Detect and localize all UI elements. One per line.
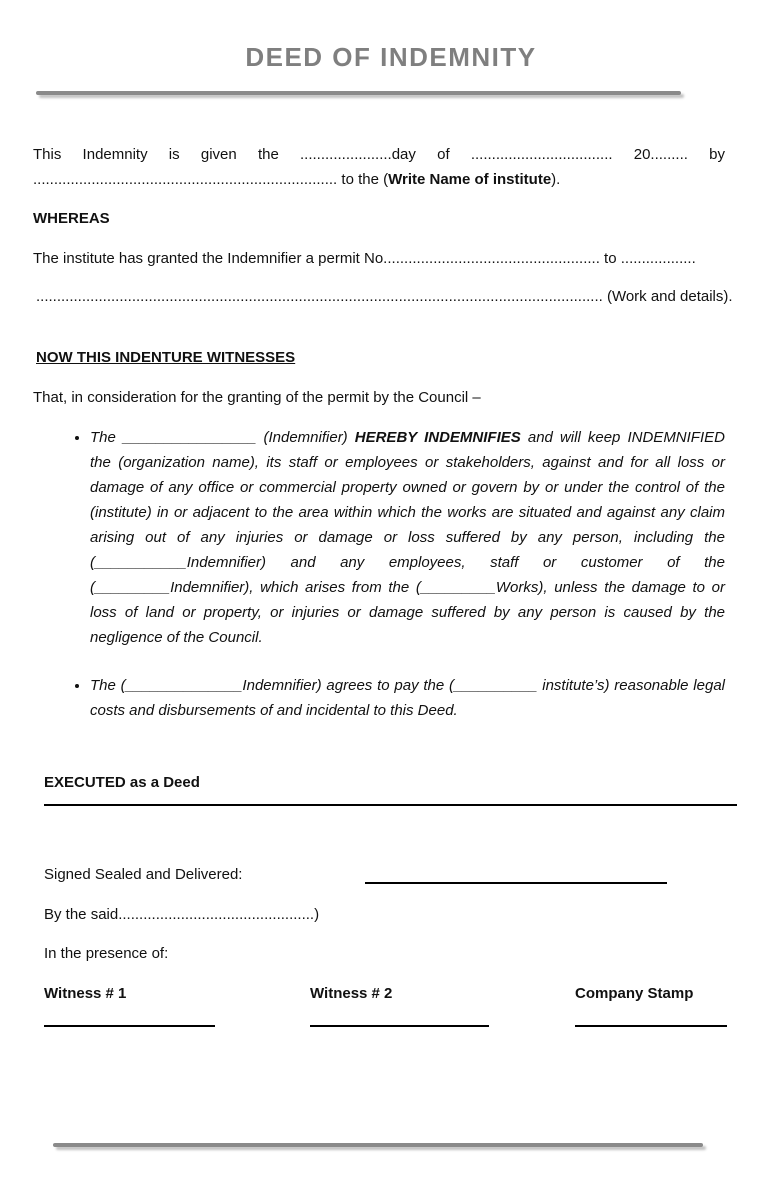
signed-sealed-row xyxy=(44,862,782,887)
in-presence-of-line: In the presence of: xyxy=(44,945,169,962)
bullet-indemnifies-clause: • The ________________ (Indemnifier) HEREBY INDEMNIFIES and will keep INDEMNIFIED the (organization name), its staff or employees or stakeholders, against and for all loss or damage of any office or commercial property owned or govern by or under the control of the (institute) in or adjacent to the area within which the works are situated and against any claim arising out of any injuries or damage or loss suffered by any person, including the (___________Indemnifier) and any employees, staff or customer of the (_________Indemnifier), which arises from the (_________Works), unless the damage to or loss of land or property, or injuries or damage suffered by any person is caused by the negligence of the Council. xyxy=(90,425,725,650)
witness-2-signature-line xyxy=(310,1025,489,1027)
witness-1-column xyxy=(44,981,310,1027)
intro-line-1: This Indemnity is given the ......................day of .................................. 20......... by xyxy=(33,146,725,163)
company-stamp-column xyxy=(575,981,782,1027)
signed-sealed-label: Signed Sealed and Delivered: xyxy=(44,866,243,883)
top-divider-rule xyxy=(36,91,681,95)
witness-1-label: Witness # 1 xyxy=(44,985,127,1002)
consideration-line: That, in consideration for the granting of the permit by the Council – xyxy=(33,389,481,406)
intro-line-2: ......................................................................... to the (Write Name of institute). xyxy=(33,171,561,188)
witness-2-column xyxy=(310,981,575,1027)
company-stamp-line xyxy=(575,1025,727,1027)
intro-paragraph xyxy=(33,142,725,192)
witness-1-signature-line xyxy=(44,1025,215,1027)
company-stamp-label: Company Stamp xyxy=(575,985,694,1002)
permit-line: The institute has granted the Indemnifier a permit No.................................................... to .................. xyxy=(33,250,696,267)
work-details-line: ........................................................................................................................................ (Work and details). xyxy=(36,288,733,305)
executed-heading: EXECUTED as a Deed xyxy=(44,770,737,806)
witness-row xyxy=(44,981,782,1027)
bullet-legal-costs-clause: • The (______________Indemnifier) agrees to pay the (__________ institute’s) reasonable legal costs and disbursements of and incidental to this Deed. xyxy=(90,673,725,723)
bottom-divider-rule xyxy=(53,1143,703,1147)
whereas-heading: WHEREAS xyxy=(33,210,110,227)
indemnity-bullet-list xyxy=(0,425,725,723)
by-the-said-line: By the said...............................................) xyxy=(44,906,320,923)
signed-signature-line xyxy=(365,882,667,884)
witness-2-label: Witness # 2 xyxy=(310,985,393,1002)
page-title: DEED OF INDEMNITY xyxy=(245,42,537,72)
indenture-heading: NOW THIS INDENTURE WITNESSES xyxy=(36,349,296,366)
